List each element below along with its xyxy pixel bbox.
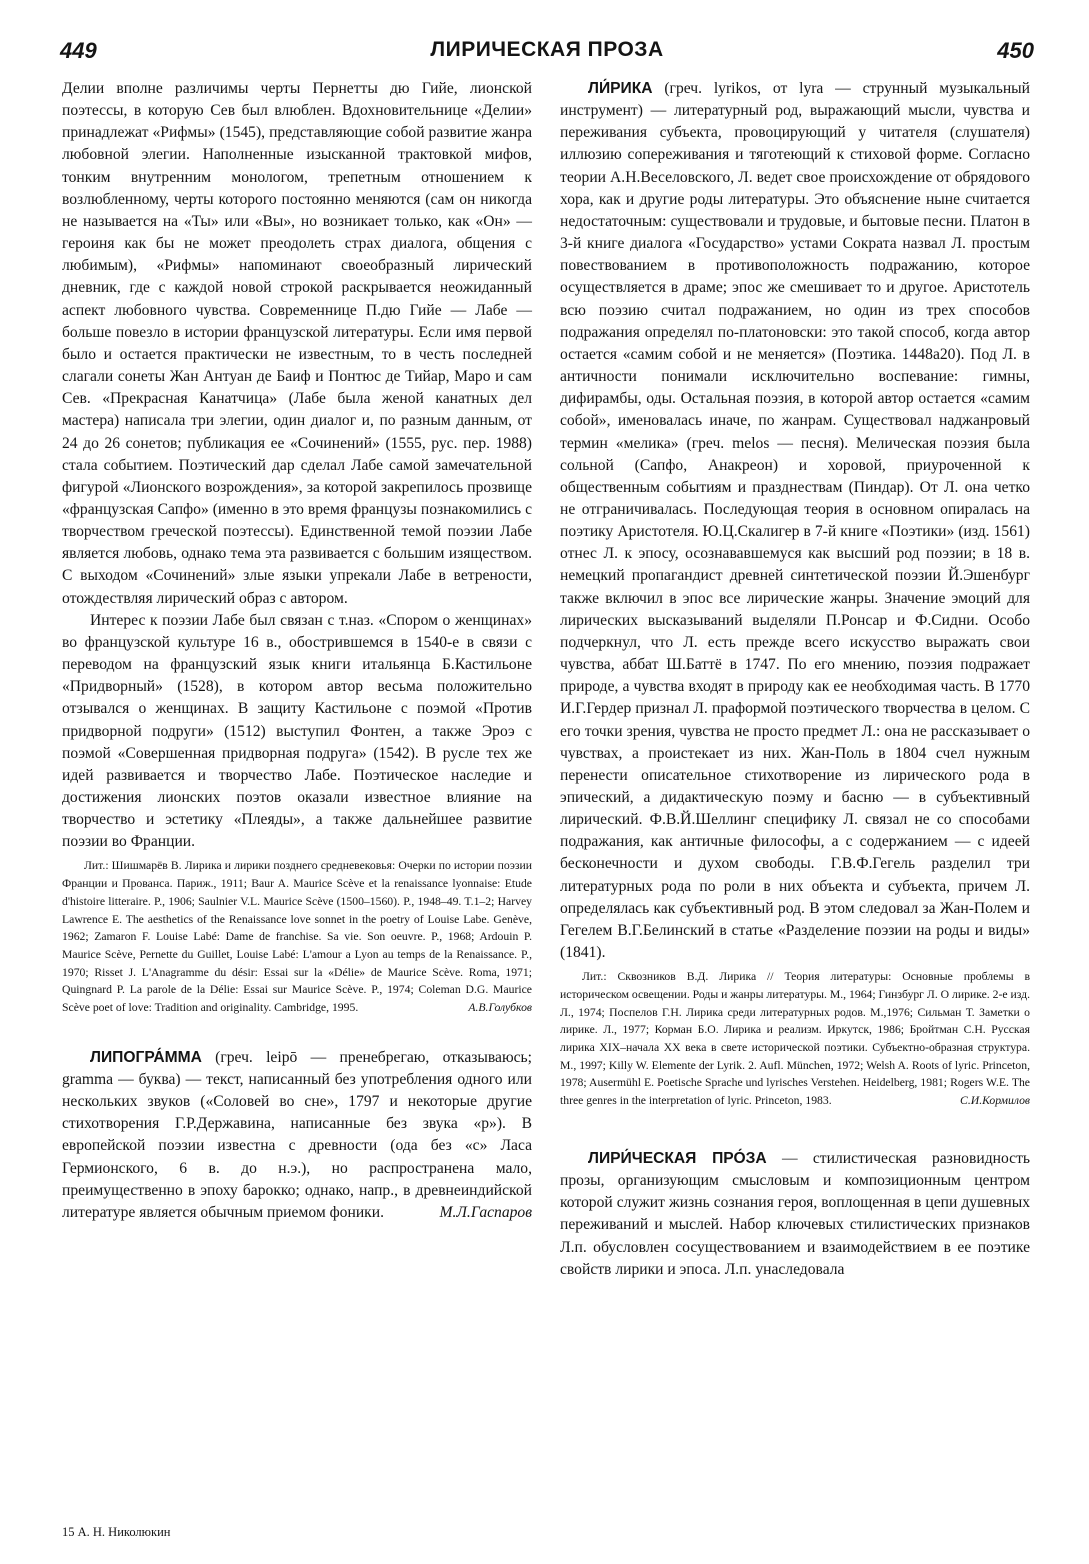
article-lirika — [560, 78, 1030, 964]
headword: ЛИ́РИКА — [588, 80, 653, 97]
headword: ЛИПОГРА́ММА — [90, 1048, 202, 1066]
article-lipogramma — [62, 1047, 532, 1224]
article-paragraph: Делии вполне различимы черты Пернетты дю Гийе, лионской поэтессы, в которую Сев был влюблен. Вдохновительнице «Делии» принадлежат «Рифмы» (1545), представляющие собой развитие жанра любовной элегии. Наполненные изысканной трактовкой мифов, тонким внутренним монологом, трепетным отношением к возлюбленному, черты которого постоянно меняются (сам он никогда не называется на «Ты» или «Вы», но возникает только, как «Он» — героиня как бы не может преодолеть страх диалога, общения с любимым), «Рифмы» напоминают своеобразный лирический дневник, где с каждой новой строкой раскрывается неожиданный аспект любовного чувства. Современнице П.дю Гийе — Лабе — больше повезло в истории французской литературы. Если имя первой было и остается практически не известным, то в честь последней слагали сонеты Жан Антуан де Баиф и Понтюс де Тийар, Маро и сам Сев. «Прекрасная Канатчица» (Лабе была женой канатных дел мастера) написала три элегии, один диалог и, по разным данным, от 24 до 26 сонетов; публикация ее «Сочинений» (1555, рус. пер. 1988) стала событием. Поэтический дар сделал Лабе самой замечательной фигурой «Лионского возрождения», за которой закрепилось прозвище «французская Сапфо» (именно в это время французы познакомились с творчеством греческой поэтессы). Единственной темой поэзии Лабе является любовь, однако тема эта развивается с большим изяществом. С выходом «Сочинений» злые языки упрекали Лабе в ветрености, отождествляя лирический образ с автором. — [62, 80, 532, 607]
article-liricheskaya-proza — [560, 1148, 1030, 1281]
page-number-right: 450 — [997, 38, 1034, 63]
page-header — [60, 38, 1034, 78]
article-paragraph: Интерес к поэзии Лабе был связан с т.наз. «Спором о женщинах» во французской культуре 16 в., обострившемся в 1540-е в связи с переводом на французский язык книги итальянца Б.Кастильоне «Придворный» (1528), в котором автор весьма положительно отзывался о женщинах. В защиту Кастильоне с поэмой «Против придворной подруги» (1512) выступил Фонтен, а также Эроэ с поэмой «Совершенная придворная подруга» (1542). В русле тех же идей развивается и творчество Лабе. Поэтическое наследие и достижения лионских поэтов оказали известное влияние на творчество и эстетику «Плеяды», а также дальнейшее развитие поэзии во Франции. — [62, 611, 532, 851]
author-signature: С.И.Кормилов — [960, 1094, 1030, 1108]
bibliography-text: Лит.: Сквозников В.Д. Лирика // Теория литературы: Основные проблемы в историческом освещении. Роды и жанры литературы. М., 1964; Гинзбург Л. О лирике. 2-е изд. Л., 1974; Поспелов Г.Н. Лирика среди литературных родов. М.,1976; Сильман Т. Заметки о лирике. Л., 1977; Корман Б.О. Лирика и реализм. Иркутск, 1986; Бройтман С.Н. Русская лирика XIX–начала XX века в свете исторической поэтики. Субъектно-образная структура. М., 1997; Killy W. Elemente der Lyrik. 2. Aufl. München, 1972; Welsh A. Roots of lyric. Princeton, 1978; Ausermühl E. Poetische Sprache und lyrisches Verstehen. Heidelberg, 1981; Rogers W.E. The three genres in the interpretation of lyric. Princeton, 1983. — [560, 970, 1031, 1108]
right-column — [560, 78, 1030, 1281]
article-text: (греч. leipō — пренебрегаю, отказываюсь; gramma — буква) — текст, написанный без употребления одного или нескольких звуков («Соловей во сне», 1797 и некоторые другие стихотворения Г.Р.Державина, написанные без звука «р»). В европейской поэзии известна с древности (ода без «с» Ласа Гермионского, 6 в. до н.э.), но распространена мало, преимущественно в эпоху барокко; однако, напр., в древнеиндийской литературе является обычным приемом фоники. — [62, 1048, 532, 1221]
running-title: ЛИРИЧЕСКАЯ ПРОЗА — [430, 38, 664, 61]
signature-mark: 15 А. Н. Николюкин — [62, 1525, 171, 1539]
left-column — [62, 78, 532, 1224]
bibliography — [560, 968, 1030, 1110]
bibliography — [62, 857, 532, 1016]
page-number-left: 449 — [60, 38, 97, 63]
author-signature: А.В.Голубков — [468, 1001, 532, 1015]
article-text: (греч. lyrikos, от lyra — струнный музыкальный инструмент) — литературный род, выражающий мысли, чувства и переживания субъекта, провоцирующий у читателя (слушателя) иллюзию сопереживания и тяготеющий к стиховой форме. Согласно теории А.Н.Веселовского, Л. ведет свое происхождение от обрядового хора, как и другие роды литературы. Это объяснение ныне считается недостаточным: существовали и трудовые, и бытовые песни. Платон в 3-й книге диалога «Государство» устами Сократа назвал Л. простым повествованием в противоположность подражанию, которое осуществляется в драме; эпос же смешивает то и другое. Аристотель всю поэзию считал подражанием, но один из трех способов подражания определял по-платоновски: это такой способ, когда автор остается «самим собой и не меняется» (Поэтика. 1448а20). Под Л. в античности понимали исключительно воспевание: гимны, дифирамбы, оды. Остальная поэзия, в которой автор остается «самим собой», именовалась иначе, по жанрам. Существовал наджанровый термин «мелика» (греч. melos — песня). Мелическая поэзия была сольной (Сапфо, Анакреон) и хоровой, приуроченной к общественным событиям и празднествам (Пиндар). От Л. она четко не отграничивалась. Последующая теория в основном опиралась на поэтику Аристотеля. Ю.Ц.Скалигер в 7-й книге «Поэтики» (изд. 1561) отнес Л. к эпосу, осознававшемуся как высший род поэзии; в 18 в. немецкий пропагандист древней синтетической поэзии Й.Эшенбург также включил в эпос все лирические жанры. Значение эмоций для лирических высказываний выделяли П.Ронсар и Ф.Сидни. Особо подчеркнул, что Л. есть прежде всего искусство выражать свои чувства, аббат Ш.Баттё в 1747. По его мнению, поэзия подражает природе, а чувства входят в природу как ее необходимая часть. В 1770 И.Г.Гердер признал Л. праформой поэтического творчества в целом. С его точки зрения, чувства не просто предмет Л.: она не рассказывает о чувствах, а проистекает из них. Жан-Поль в 1804 счел нужным перенести описательное стихотворение из лирического рода в эпический, а дидактическую поэму и басню — в субъективный лирический. Ф.В.Й.Шеллинг специфику Л. связал не со способами подражания, как античные философы, а с содержанием — с идеей бесконечности и духом свободы. Г.В.Ф.Гегель разделил три литературных рода по роли в них объекта и субъекта, причем Л. определялась как субъективный род. В этом следовал за Жан-Полем и Гегелем В.Г.Белинский в статье «Разделение поэзии на роды и виды» (1841). — [560, 80, 1030, 962]
article-text: — стилистическая разновидность прозы, организующим смысловым и композиционным центром которой служит жизнь сознания героя, воплощенная в цепи душевных переживаний и мыслей. Набор ключевых стилистических признаков Л.п. обусловлен сосуществованием и взаимодействием в ее поэтике свойств лирики и эпоса. Л.п. унаследовала — [560, 1149, 1031, 1278]
bibliography-text: Лит.: Шишмарёв В. Лирика и лирики позднего средневековья: Очерки по истории поэзии Франции и Прованса. Париж., 1911; Baur A. Maurice Scève et la renaissance lyonnaise: Etude d'histoire litteraire. P., 1906; Saulnier V.L. Maurice Scève (1500–1560). P., 1948–49. T.1–2; Harvey Lawrence E. The aesthetics of the Renaissance love sonnet in the poetry of Louise Labe. Genève, 1962; Zamaron F. Louise Labé: Dame de franchise. Sa vie. Son oeuvre. P., 1968; Ardouin P. Maurice Scève, Pernette du Guillet, Louise Labé: L'amour a Lyon au temps de la Renaissance. P., 1970; Risset J. L'Anagramme du désir: Essai sur la «Délie» de Maurice Scève. Roma, 1971; Quingnard P. La parole de la Délie: Essai sur Maurice Scève. P., 1974; Coleman D.G. Maurice Scève poet of love: Tradition and originality. Cambridge, 1995. — [62, 859, 532, 1015]
author-signature: М.Л.Гаспаров — [439, 1203, 532, 1221]
headword: ЛИРИ́ЧЕСКАЯ ПРО́ЗА — [588, 1149, 767, 1167]
